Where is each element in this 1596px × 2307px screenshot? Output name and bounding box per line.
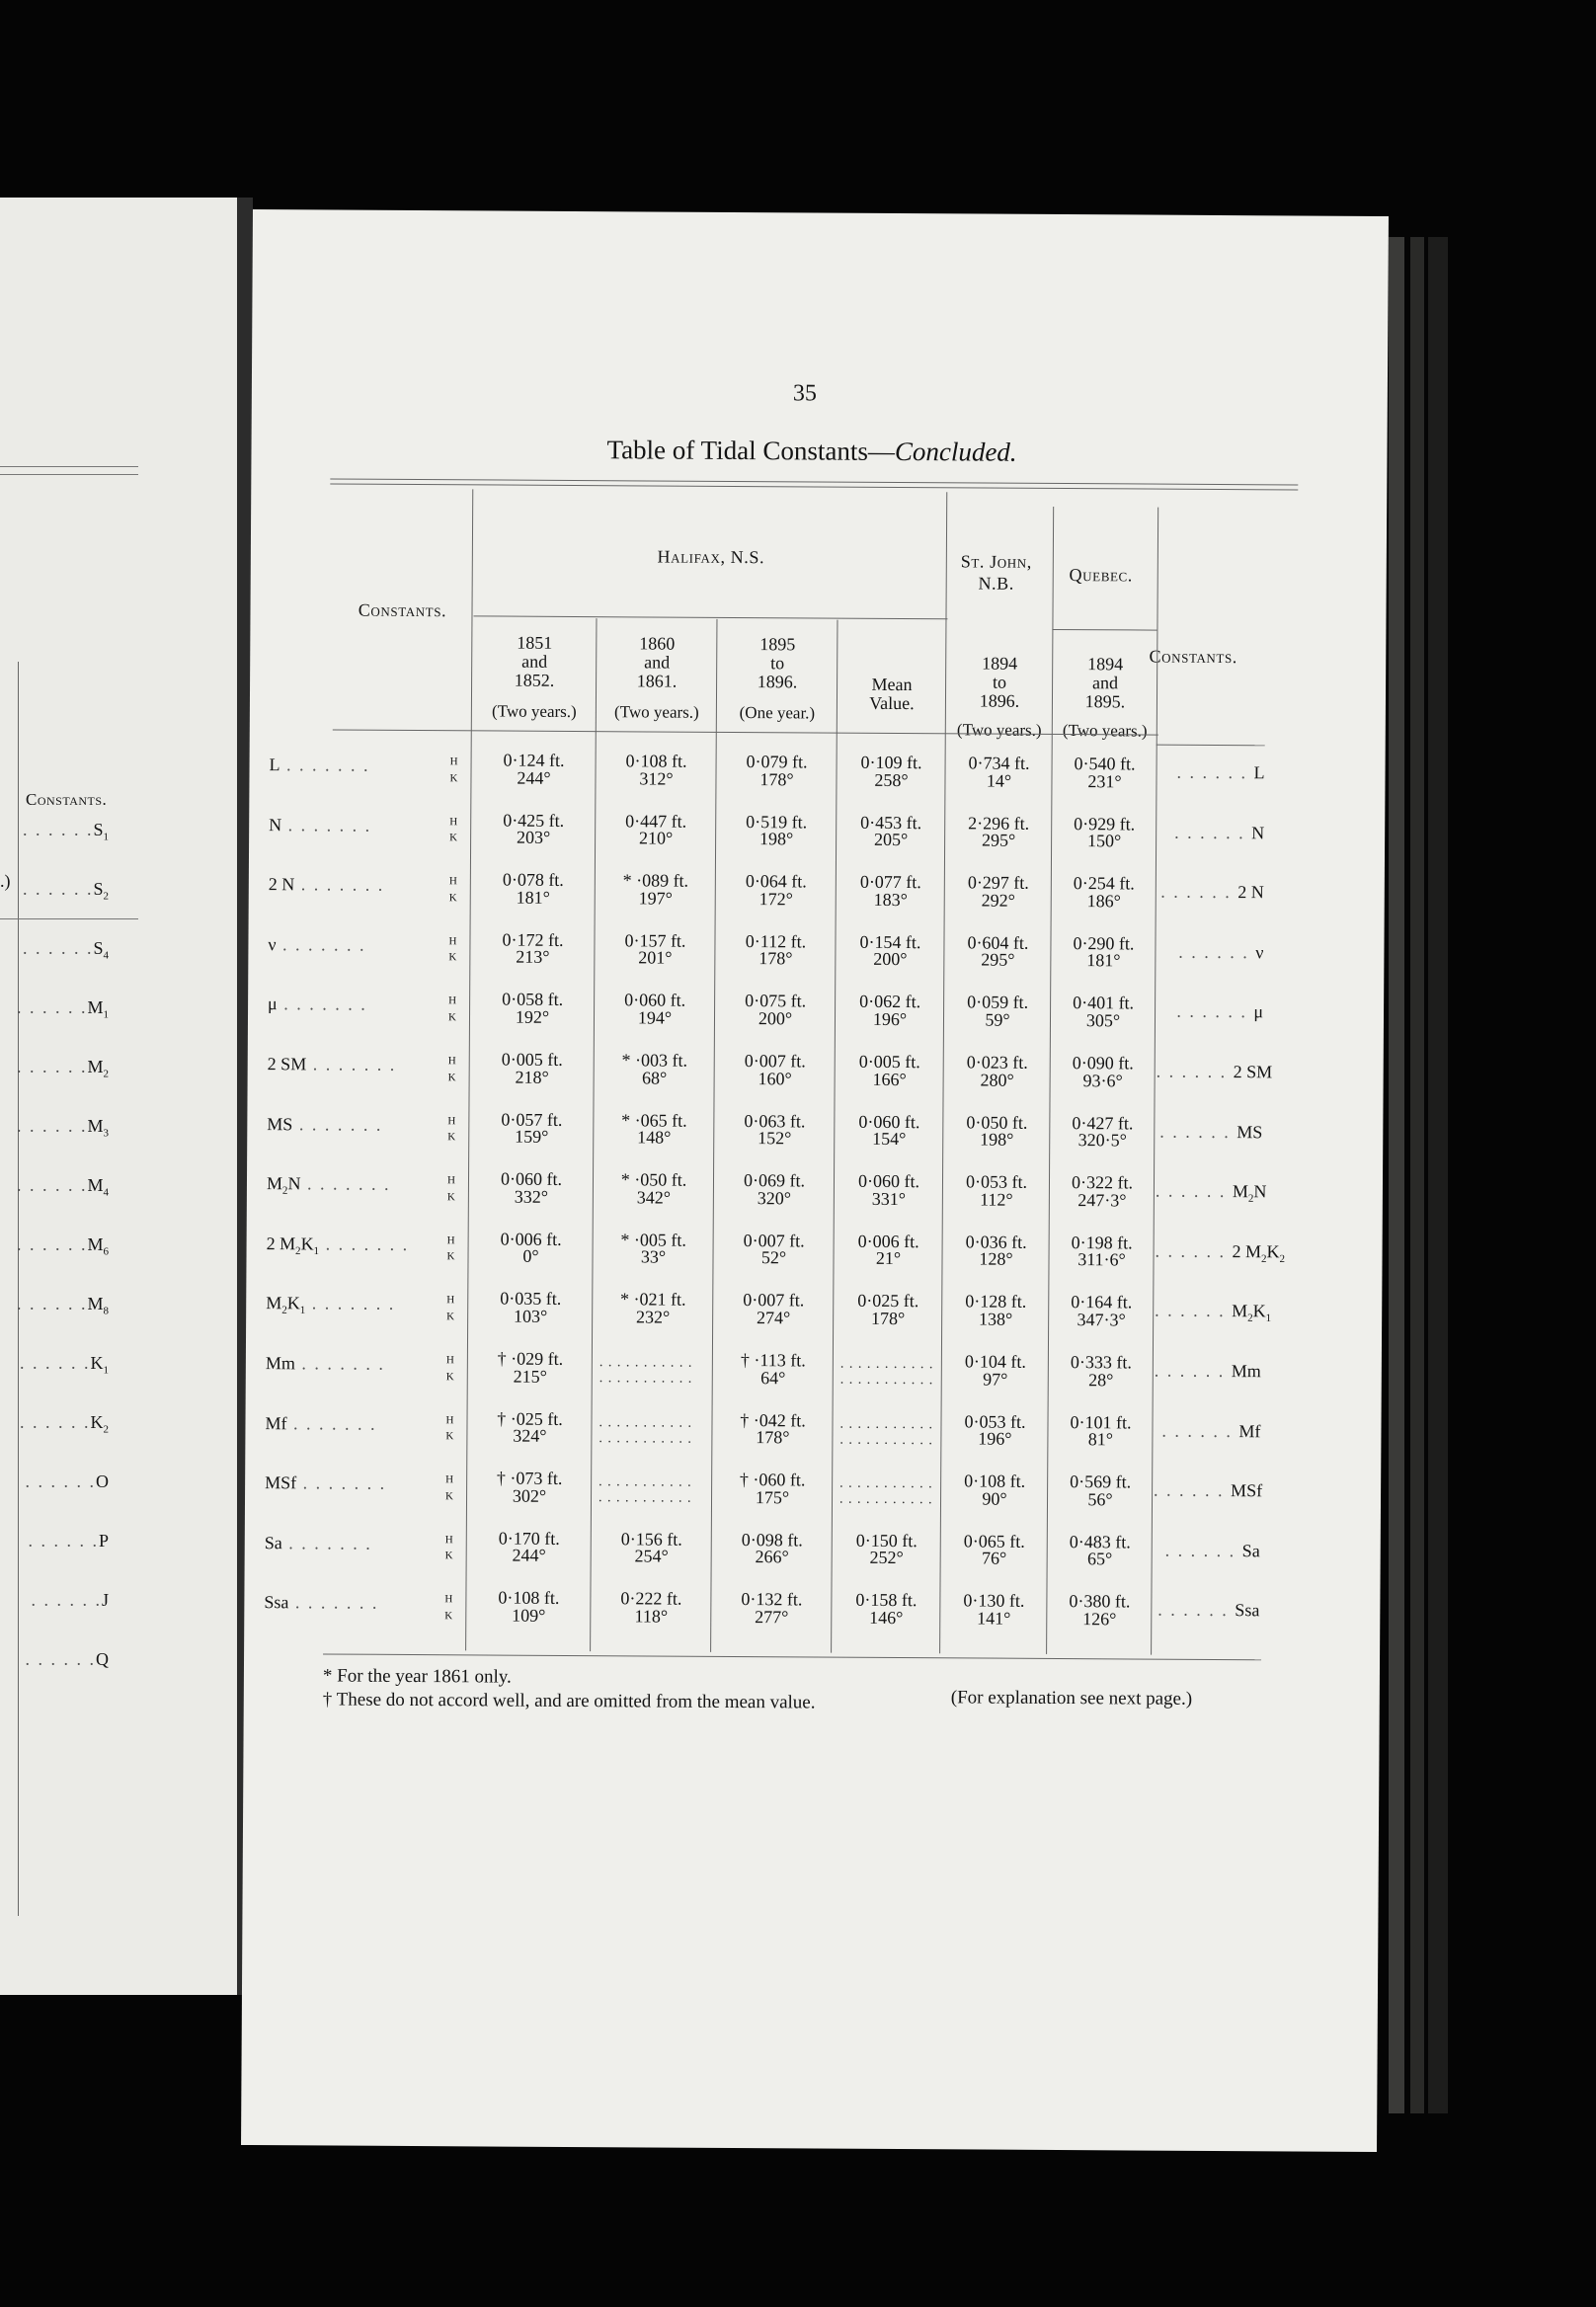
table-cell: 0·036 ft. 128° [965,1232,1027,1270]
table-cell: 0·104 ft. 97° [964,1351,1026,1390]
constant-label-right: . . . . . . $M_2N$ [1155,1180,1267,1205]
table-cell: 0·109 ft. 258° [860,752,922,790]
table-cell: 0·078 ft. 181° [502,869,564,908]
table-cell: 0·519 ft. 198° [746,811,808,849]
table-cell: 0·007 ft. 274° [743,1290,805,1328]
table-cell: 0·322 ft. 247·3° [1071,1172,1134,1211]
table-cell: † ·042 ft. 178° [740,1409,806,1448]
table-cell: † ·025 ft. 324° [497,1408,563,1447]
table-cell: 0·540 ft. 231° [1074,754,1136,792]
left-page-constant: . . . . . $.S_4$ [22,938,109,962]
table-bottom-rule [323,1653,1261,1660]
table-cell: * ·021 ft. 232° [619,1289,686,1327]
left-page-constant: . . . . . $.M_8$ [16,1294,109,1317]
hk-label: H K [449,756,458,784]
table-cell: 2·296 ft. 295° [968,813,1030,850]
constants-header-left: Constants. [358,599,447,621]
empty-cell-dots: . . . . . . . . . . . . . . . . . . . . . . [839,1416,934,1448]
hk-label: H K [446,1294,455,1323]
page-number: 35 [792,380,817,407]
table-cell: 0·157 ft. 201° [624,930,686,969]
book-spine [1428,237,1448,2113]
column-period-header: 1851 and 1852. [514,632,555,690]
table-cell: 0·050 ft. 198° [966,1112,1028,1150]
left-page-constant: . . . . . $.M_3$ [16,1116,109,1140]
left-page-constant: . . . . . $.K_2$ [20,1412,109,1436]
hk-label: H K [445,1413,454,1443]
table-cell: 0·060 ft. 154° [858,1111,920,1150]
hk-label: H K [444,1534,453,1562]
table-cell: 0·198 ft. 311·6° [1071,1232,1133,1270]
left-page-constant: . . . . . .P [28,1531,109,1551]
table-cell: 0·130 ft. 141° [963,1590,1025,1629]
column-note-header: (One year.) [739,703,816,723]
empty-cell-dots: . . . . . . . . . . . . . . . . . . . . . . [598,1474,692,1506]
table-cell: 0·057 ft. 159° [501,1109,563,1148]
footnote-star: * For the year 1861 only. [322,1665,512,1688]
table-cell: 0·098 ft. 266° [741,1529,803,1567]
hk-label: H K [445,1473,454,1502]
table-cell: 0·170 ft. 244° [498,1528,560,1566]
table-cell: 0·005 ft. 166° [858,1051,920,1089]
left-page [0,198,237,1995]
left-page-constant: . . . . . $.M_6$ [16,1234,109,1258]
table-cell: 0·063 ft. 152° [744,1110,806,1149]
table-cell: 0·006 ft. 21° [857,1231,919,1269]
hk-label: H K [445,1354,454,1383]
table-cell: 0·101 ft. 81° [1070,1411,1132,1450]
hk-label: H K [448,875,457,904]
table-cell: 0·005 ft. 218° [501,1049,563,1087]
table-cell: 0·035 ft. 103° [500,1288,562,1326]
table-cell: 0·401 ft. 305° [1073,993,1135,1031]
table-cell: † ·060 ft. 175° [739,1470,806,1508]
constant-label: $M_2K_1$ . . . . . . . [266,1293,396,1317]
table-cell: 0·077 ft. 183° [859,871,921,910]
stjohn-header: St. John, N.B. [960,551,1032,594]
left-page-constant: . . . . . $.K_1$ [20,1353,109,1377]
empty-cell-dots: . . . . . . . . . . . . . . . . . . . . . . [839,1356,934,1389]
table-cell: † ·113 ft. 64° [740,1350,806,1388]
right-page [241,209,1389,2152]
halifax-header: Halifax, N.S. [657,546,765,568]
page-title: Table of Tidal Constants—Concluded. [606,435,1017,467]
table-cell: * ·089 ft. 197° [622,870,689,909]
hk-label: H K [447,1055,456,1083]
constant-label-right: . . . . . . Sa [1164,1540,1260,1561]
table-cell: 0·007 ft. 160° [744,1051,806,1088]
footnote-explanation: (For explanation see next page.) [950,1687,1193,1710]
hk-label: H K [448,935,457,964]
empty-cell-dots: . . . . . . . . . . . . . . . . . . . . . . [838,1475,933,1508]
table-cell: 0·112 ft. 178° [745,930,807,969]
page-edge [1389,237,1404,2113]
table-cell: 0·929 ft. 150° [1074,813,1136,851]
constant-label: 2 $M_2K_1$ . . . . . . . [266,1233,410,1257]
column-period-header: 1894 and 1895. [1084,654,1126,712]
hk-label: H K [444,1593,453,1623]
constant-label-right: . . . . . . μ [1176,1001,1264,1022]
left-page-rule [0,466,138,467]
table-cell: 0·023 ft. 280° [966,1052,1028,1090]
table-cell: 0·059 ft. 59° [967,992,1029,1030]
left-page-rule [0,918,138,919]
table-cell: 0·069 ft. 320° [743,1170,806,1209]
left-page-constants-header: Constants. [26,790,108,809]
table-cell: 0·006 ft. 0° [500,1229,562,1267]
table-cell: 0·128 ft. 138° [965,1291,1027,1329]
empty-cell-dots: . . . . . . . . . . . . . . . . . . . . . . [598,1414,693,1447]
table-cell: 0·108 ft. 90° [964,1471,1026,1509]
table-cell: 0·453 ft. 205° [860,812,922,850]
table-cell: 0·380 ft. 126° [1069,1591,1131,1630]
constant-label-right: . . . . . . ν [1178,941,1264,963]
left-page-constant: . . . . . $.S_2$ [22,879,109,903]
constant-label: 2 N . . . . . . . [268,874,385,896]
constant-label: 2 SM . . . . . . . [267,1054,397,1074]
column-note-header: (Two years.) [1062,721,1148,741]
table-cell: 0·060 ft. 332° [500,1168,563,1207]
constant-label: μ . . . . . . . [268,994,367,1015]
table-cell: † ·073 ft. 302° [496,1468,563,1506]
table-cell: 0·290 ft. 181° [1073,932,1135,971]
table-cell: 0·222 ft. 118° [620,1588,682,1627]
table-cell: 0·154 ft. 200° [859,931,921,970]
constants-header-right: Constants. [1149,646,1237,668]
table-cell: * ·005 ft. 33° [620,1230,686,1267]
left-page-constant: . . . . . $.M_1$ [16,997,109,1021]
table-cell: 0·053 ft. 196° [964,1411,1026,1449]
left-page-constant: . . . . . $.M_2$ [16,1057,109,1080]
quebec-header-rule [1052,629,1157,631]
table-cell: 0·425 ft. 203° [503,810,565,848]
table-cell: 0·297 ft. 292° [967,872,1029,911]
constant-label-right: . . . . . . $M_2K_1$ [1155,1300,1272,1325]
constant-label-right: . . . . . . Ssa [1157,1600,1260,1621]
constant-label-right: . . . . . . 2 SM [1156,1061,1273,1082]
table-cell: 0·064 ft. 172° [745,871,807,910]
table-cell: 0·333 ft. 28° [1070,1352,1132,1390]
table-cell: 0·156 ft. 254° [620,1529,682,1567]
table-cell: 0·124 ft. 244° [503,750,565,788]
table-cell: 0·132 ft. 277° [741,1589,803,1628]
table-cell: 0·065 ft. 76° [963,1531,1025,1569]
constant-label: Mf . . . . . . . [265,1412,377,1434]
quebec-header: Quebec. [1069,565,1133,586]
column-period-header: 1894 to 1896. [979,653,1020,711]
footnote-dagger: † These do not accord well, and are omitted from the mean value. [322,1689,816,1713]
table-cell: 0·569 ft. 56° [1070,1472,1132,1510]
table-cell: 0·007 ft. 52° [743,1230,805,1268]
left-page-constant: . . . . . .O [25,1472,109,1491]
table-cell: 0·447 ft. 210° [625,810,687,848]
table-cell: 0·058 ft. 192° [502,989,564,1027]
table-cell: 0·060 ft. 194° [624,990,686,1028]
left-page-rule [0,474,138,475]
constant-label-right: . . . . . . Mm [1154,1360,1261,1382]
column-period-header: 1895 to 1896. [757,634,798,692]
header-bottom-rule [1157,745,1265,747]
constant-label-right: . . . . . . MS [1159,1121,1263,1142]
table-cell: * ·065 ft. 148° [621,1109,687,1148]
table-cell: 0·075 ft. 200° [745,991,807,1029]
table-cell: 0·053 ft. 112° [965,1171,1028,1210]
constant-label-right: . . . . . . L [1176,761,1265,783]
hk-label: H K [446,1174,456,1203]
hk-label: H K [447,994,457,1024]
table-cell: 0·150 ft. 252° [855,1530,918,1568]
page-edge [1410,237,1424,2113]
table-cell: * ·050 ft. 342° [620,1169,687,1208]
hk-label: H K [447,1114,456,1144]
table-cell: * ·003 ft. 68° [621,1050,688,1088]
left-page-constant: . . . . . $.M_4$ [16,1175,109,1199]
constant-label: N . . . . . . . [269,814,372,835]
table-cell: 0·734 ft. 14° [968,753,1030,791]
left-page-constant: . . . . . $.S_1$ [22,820,109,843]
constant-label-right: . . . . . . Mf [1161,1420,1261,1441]
constant-label: MSf . . . . . . . [265,1472,387,1494]
column-period-header: 1860 and 1861. [636,633,678,691]
constant-label: Ssa . . . . . . . [264,1592,379,1614]
table-cell: 0·604 ft. 295° [967,932,1029,971]
table-cell: 0·172 ft. 213° [502,929,564,968]
constant-label-right: . . . . . . 2 N [1160,881,1264,903]
table-cell: 0·483 ft. 65° [1069,1531,1131,1569]
empty-cell-dots: . . . . . . . . . . . . . . . . . . . . . . [598,1355,693,1387]
constant-label-right: . . . . . . MSf [1154,1479,1263,1501]
column-note-header: (Two years.) [613,702,699,722]
left-page-column-line [18,662,19,1916]
constant-label: ν . . . . . . . [268,933,366,955]
constant-label: MS . . . . . . . [267,1113,383,1135]
table-cell: 0·427 ft. 320·5° [1072,1112,1134,1151]
halifax-header-rule [473,615,947,619]
constant-label: L . . . . . . . [269,755,370,775]
table-cell: 0·060 ft. 331° [857,1170,920,1209]
table-cell: 0·158 ft. 146° [855,1590,918,1629]
hk-label: H K [446,1234,455,1263]
left-page-constant: . . . . . .Q [25,1649,109,1669]
table-cell: 0·164 ft. 347·3° [1071,1292,1133,1330]
table-cell: 0·079 ft. 178° [746,752,808,789]
table-cell: † ·029 ft. 215° [497,1348,564,1387]
column-note-header: (Two years.) [956,720,1042,740]
table-cell: 0·090 ft. 93·6° [1072,1053,1134,1091]
constant-label-right: . . . . . . 2 $M_2K_2$ [1155,1240,1286,1265]
table-cell: 0·025 ft. 178° [857,1291,919,1329]
left-page-constant: . . . . . .J [31,1590,109,1610]
left-page-paren-fragment: .) [0,871,11,891]
table-cell: 0·108 ft. 109° [498,1587,560,1626]
table-cell: 0·254 ft. 186° [1073,873,1135,912]
constant-label: $M_2N$ . . . . . . . [266,1173,391,1198]
constant-label: Sa . . . . . . . [264,1532,372,1553]
column-period-header: Mean Value. [869,674,915,713]
table-cell: 0·108 ft. 312° [625,751,687,789]
table-cell: 0·062 ft. 196° [859,992,921,1030]
constant-label: Mm . . . . . . . [265,1353,385,1374]
column-note-header: (Two years.) [491,701,577,722]
constant-label-right: . . . . . . N [1174,822,1265,842]
hk-label: H K [449,815,458,844]
